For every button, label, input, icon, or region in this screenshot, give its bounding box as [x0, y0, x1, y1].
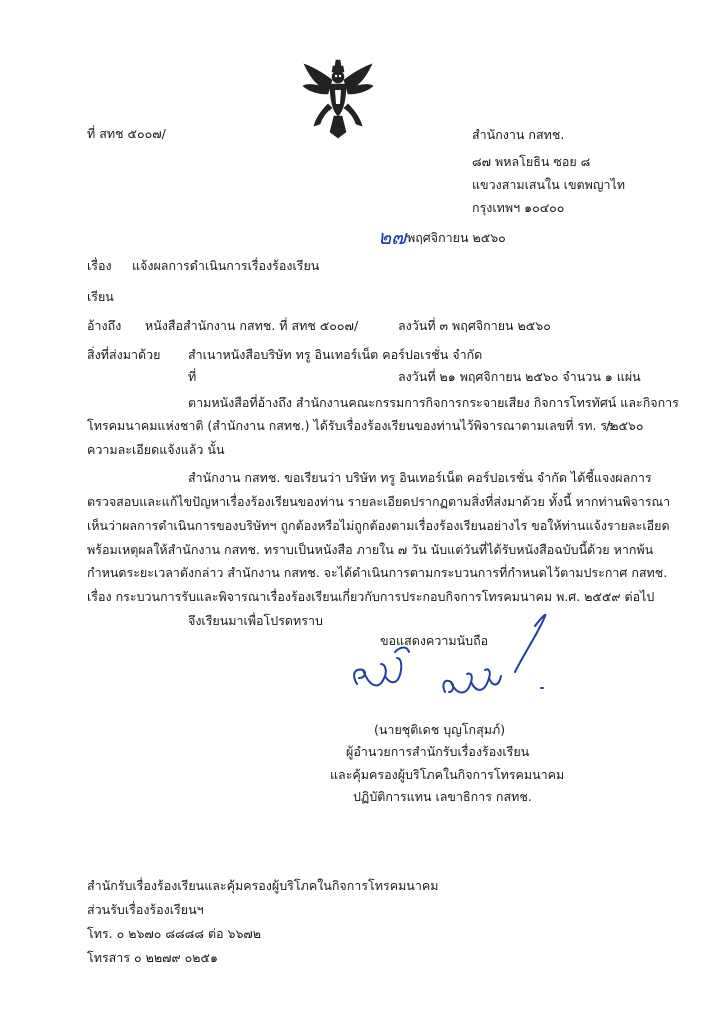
reference-label: อ้างถึง [87, 318, 122, 333]
reference-date: ลงวันที่ ๓ พฤศจิกายน ๒๕๖๐ [398, 318, 551, 333]
para1-line-2: โทรคมนาคมแห่งชาติ (สำนักงาน กสทช.) ได้รับเรื่องร้องเรียนของท่านไว้พิจารณาตามเลขที่ รท. รร [87, 418, 614, 433]
para2-line-6: เรื่อง กระบวนการรับและพิจารณาเรื่องร้องเรียนเกี่ยวกับการประกอบกิจการโทรคมนาคม พ.ศ. ๒๕๕๙ ต่อไป [87, 589, 655, 604]
para1-year: /๒๕๖๐ [606, 418, 644, 433]
footer-fax: โทรสาร ๐ ๒๒๗๙ ๐๒๕๑ [87, 950, 218, 965]
reference-text: หนังสือสำนักงาน กสทช. ที่ สทช ๕๐๐๗/ [145, 318, 359, 333]
sender-address-line-4: กรุงเทพฯ ๑๐๔๐๐ [472, 200, 565, 215]
signer-name: (นายชุติเดช บุญโกสุมภ์) [374, 722, 506, 737]
closing-regards: ขอแสดงความนับถือ [380, 633, 489, 648]
footer-section: ส่วนรับเรื่องร้องเรียนฯ [87, 902, 204, 917]
footer-office: สำนักรับเรื่องร้องเรียนและคุ้มครองผู้บริโภคในกิจการโทรคมนาคม [87, 878, 439, 893]
date-day-handwritten: ๒๗ [378, 225, 407, 249]
para2-line-2: ตรวจสอบและแก้ไขปัญหาเรื่องร้องเรียนของท่าน รายละเอียดปรากฏตามสิ่งที่ส่งมาด้วย ทั้งนี้ หากท่านพิจารณา [87, 494, 671, 509]
sender-address-line-3: แขวงสามเสนใน เขตพญาไท [472, 177, 626, 192]
enclosure-line-2-prefix: ที่ [188, 369, 197, 384]
subject-text: แจ้งผลการดำเนินการเรื่องร้องเรียน [132, 258, 320, 273]
para1-line-1: ตามหนังสือที่อ้างถึง สำนักงานคณะกรรมการกิจการกระจายเสียง กิจการโทรทัศน์ และกิจการ [188, 395, 679, 410]
handwritten-signature [345, 612, 555, 707]
salutation-label: เรียน [87, 289, 114, 304]
para2-line-1: สำนักงาน กสทช. ขอเรียนว่า บริษัท ทรู อินเทอร์เน็ต คอร์ปอเรชั่น จำกัด ได้ชี้แจงผลการ [188, 470, 652, 485]
para2-line-5: กำหนดระยะเวลาดังกล่าว สำนักงาน กสทช. จะได้ดำเนินการตามกระบวนการที่กำหนดไว้ตามประกาศ กสทช. [87, 565, 668, 580]
sender-address-line-2: ๘๗ พหลโยธิน ซอย ๘ [472, 154, 591, 169]
sender-address-line-1: สำนักงาน กสทช. [472, 127, 565, 142]
para1-line-3: ความละเอียดแจ้งแล้ว นั้น [87, 442, 225, 457]
closing-request: จึงเรียนมาเพื่อโปรดทราบ [188, 613, 323, 628]
signer-title-line-1: ผู้อำนวยการสำนักรับเรื่องร้องเรียน [346, 744, 530, 759]
enclosure-label: สิ่งที่ส่งมาด้วย [87, 347, 161, 362]
subject-label: เรื่อง [87, 258, 112, 273]
footer-phone: โทร. ๐ ๒๖๗๐ ๘๘๘๘ ต่อ ๖๖๗๒ [87, 926, 262, 941]
date-month-year: พฤศจิกายน ๒๕๖๐ [407, 230, 506, 245]
enclosure-line-2-date: ลงวันที่ ๒๑ พฤศจิกายน ๒๕๖๐ จำนวน ๑ แผ่น [398, 369, 641, 384]
para2-line-4: พร้อมเหตุผลให้สำนักงาน กสทช. ทราบเป็นหนังสือ ภายใน ๗ วัน นับแต่วันที่ได้รับหนังสือฉบับนี้ด้วย หากพ้น [87, 542, 654, 557]
signer-title-line-2: และคุ้มครองผู้บริโภคในกิจการโทรคมนาคม [330, 767, 565, 782]
reference-number: ที่ สทช ๕๐๐๗/ [87, 126, 166, 141]
garuda-emblem-icon [302, 58, 374, 140]
enclosure-line-1: สำเนาหนังสือบริษัท ทรู อินเทอร์เน็ต คอร์ปอเรชั่น จำกัด [188, 347, 483, 362]
para2-line-3: เห็นว่าผลการดำเนินการของบริษัทฯ ถูกต้องหรือไม่ถูกต้องตามเรื่องร้องเรียนอย่างไร ขอให้ท่านแจ้งรายละเอียด [87, 518, 670, 533]
signer-title-line-3: ปฏิบัติการแทน เลขาธิการ กสทช. [353, 789, 532, 804]
